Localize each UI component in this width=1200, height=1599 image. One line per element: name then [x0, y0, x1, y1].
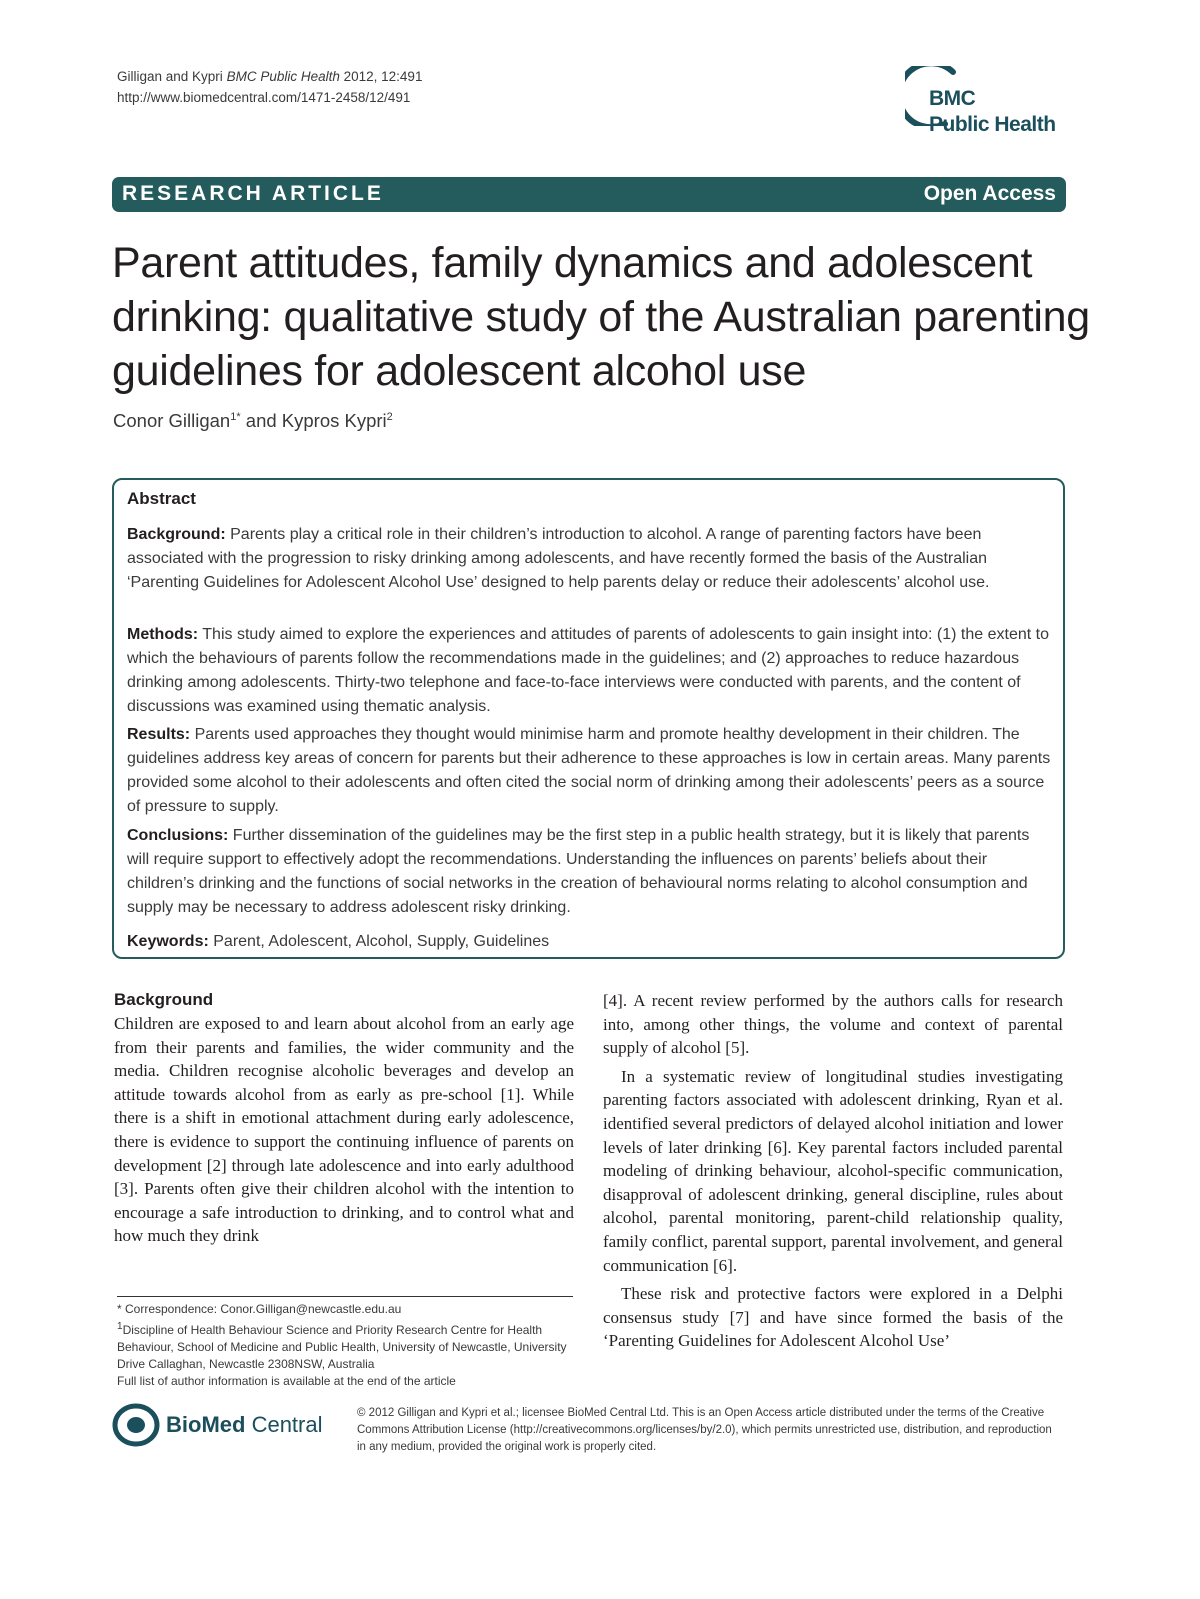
article-type-banner — [112, 177, 1066, 212]
abstract-section-label: Background: — [127, 526, 226, 543]
body-paragraph: Children are exposed to and learn about alcohol from an early age from their parents and families, the wider community and the media. Children recognise alcoholic beverages and develop an attitude towards alcohol from as early as pre-school [1]. While there is a shift in emotional attachment during early adolescence, there is evidence to support the continuing influence of parents on development [2] through late adolescence and into early adulthood [3]. Parents often give their children alcohol with the intention to encourage a safe introduction to drinking, and to control what and how much they drink — [114, 1014, 574, 1246]
abstract-section-label: Results: — [127, 726, 191, 743]
bmc-public-health-logo — [905, 66, 1075, 146]
body-paragraph: These risk and protective factors were explored in a Delphi consensus study [7] and have since formed the basis of the ‘Parenting Guidelines for Adolescent Alcohol Use’ — [603, 1284, 1063, 1351]
abstract-keywords — [127, 930, 1052, 954]
article-title: Parent attitudes, family dynamics and adolescent drinking: qualitative study of the Australian parenting guidelines for adolescent alcohol use — [112, 239, 1090, 395]
abstract-section-text: Parents used approaches they thought would minimise harm and promote healthy development in their children. The guidelines address key areas of concern for parents but their adherence to these approaches is low in certain areas. Many parents provided some alcohol to their adolescents and often cited the social norm of drinking among their adolescents’ peers as a source of pressure to supply. — [127, 726, 1051, 815]
correspondence-note: * Correspondence: Conor.Gilligan@newcastle.edu.au — [117, 1302, 402, 1316]
abstract-heading: Abstract — [127, 489, 196, 508]
author-affiliation-mark: 2 — [386, 410, 393, 423]
affiliation-note — [117, 1318, 577, 1373]
keywords-text: Parent, Adolescent, Alcohol, Supply, Guidelines — [208, 933, 550, 950]
affiliation-text: Discipline of Health Behaviour Science and Priority Research Centre for Health Behaviour, School of Medicine and Public Health, University of Newcastle, University Drive Callaghan, Newcastle 2308NSW, Australia — [117, 1323, 567, 1371]
abstract-section-text: This study aimed to explore the experiences and attitudes of parents of adolescents to gain insight into: (1) the extent to which the behaviours of parents follow the recommendations made in the guidelines; and (2) approaches to reduce hazardous drinking among adolescents. Thirty-two telephone and face-to-face interviews were conducted with parents, and the content of discussions was examined using thematic analysis. — [127, 626, 1049, 715]
abstract-section-label: Conclusions: — [127, 827, 229, 844]
biomed-wordmark — [166, 1412, 323, 1438]
footnotes — [117, 1301, 577, 1390]
abstract-section-text: Further dissemination of the guidelines may be the first step in a public health strategy, but it is likely that parents will require support to effectively adopt the recommendations. Understanding the influences on parents’ beliefs about their children’s drinking and the functions of social networks in the creation of behavioural norms relating to alcohol consumption and supply may be necessary to address adolescent risky drinking. — [127, 827, 1030, 916]
article-type-label: RESEARCH ARTICLE — [122, 182, 384, 205]
abstract-section-label: Methods: — [127, 626, 199, 643]
abstract-background — [127, 523, 1052, 595]
author-name: Conor Gilligan — [113, 410, 231, 431]
abstract-box — [112, 478, 1065, 959]
logo-bmc: BMC — [929, 87, 976, 110]
biomed-central-logo — [112, 1403, 342, 1447]
citation-line — [117, 66, 422, 87]
wordmark-rest: Central — [245, 1412, 323, 1437]
author-name: Kypros Kypri — [281, 410, 387, 431]
citation-authors: Gilligan and Kypri — [117, 69, 223, 84]
abstract-section-label: Keywords: — [127, 933, 209, 950]
abstract-section-text: Parents play a critical role in their children’s introduction to alcohol. A range of parenting factors have been associated with the progression to risky drinking among adolescents, and have recently formed the basis of the Australian ‘Parenting Guidelines for Adolescent Alcohol Use’ designed to help parents delay or reduce their adolescents’ alcohol use. — [127, 526, 990, 591]
body-right-column — [603, 989, 1063, 1353]
author-info-note: Full list of author information is available at the end of the article — [117, 1374, 456, 1388]
biomed-logo-icon — [112, 1403, 162, 1447]
affiliation-mark: 1 — [117, 1321, 123, 1332]
citation-volume: 2012, 12:491 — [339, 69, 423, 84]
abstract-methods — [127, 623, 1052, 719]
body-paragraph: [4]. A recent review performed by the authors calls for research into, among other things, the volume and context of parental supply of alcohol [5]. — [603, 991, 1063, 1058]
license-statement: © 2012 Gilligan and Kypri et al.; licensee BioMed Central Ltd. This is an Open Access article distributed under the terms of the Creative Commons Attribution License (http://creativecommons.org/licenses/by/2.0), which permits unrestricted use, distribution, and reproduction in any medium, provided the original work is properly cited. — [357, 1407, 1052, 1453]
open-access-label: Open Access — [923, 182, 1056, 205]
author-list — [113, 410, 393, 432]
citation-journal: BMC Public Health — [226, 69, 340, 84]
citation-header — [117, 66, 422, 108]
body-paragraph: In a systematic review of longitudinal studies investigating parenting factors associated with adolescent drinking, Ryan et al. identified several predictors of delayed alcohol initiation and lower levels of later drinking [6]. Key parental factors included parental modeling of drinking behaviour, alcohol-specific communication, disapproval of adolescent drinking, general discipline, rules about alcohol, parental monitoring, parent-child relationship quality, family conflict, parental support, parental involvement, and general communication [6]. — [603, 1066, 1063, 1275]
article-url[interactable]: http://www.biomedcentral.com/1471-2458/12/491 — [117, 90, 411, 105]
abstract-conclusions — [127, 824, 1052, 920]
section-heading: Background — [114, 990, 214, 1009]
footnote-divider — [117, 1296, 573, 1297]
logo-public-health: Public Health — [929, 113, 1056, 136]
wordmark-bold: BioMed — [166, 1412, 246, 1437]
abstract-results — [127, 723, 1052, 819]
author-separator: and — [240, 410, 282, 431]
body-left-column — [114, 988, 574, 1248]
author-affiliation-mark: 1* — [230, 410, 241, 423]
